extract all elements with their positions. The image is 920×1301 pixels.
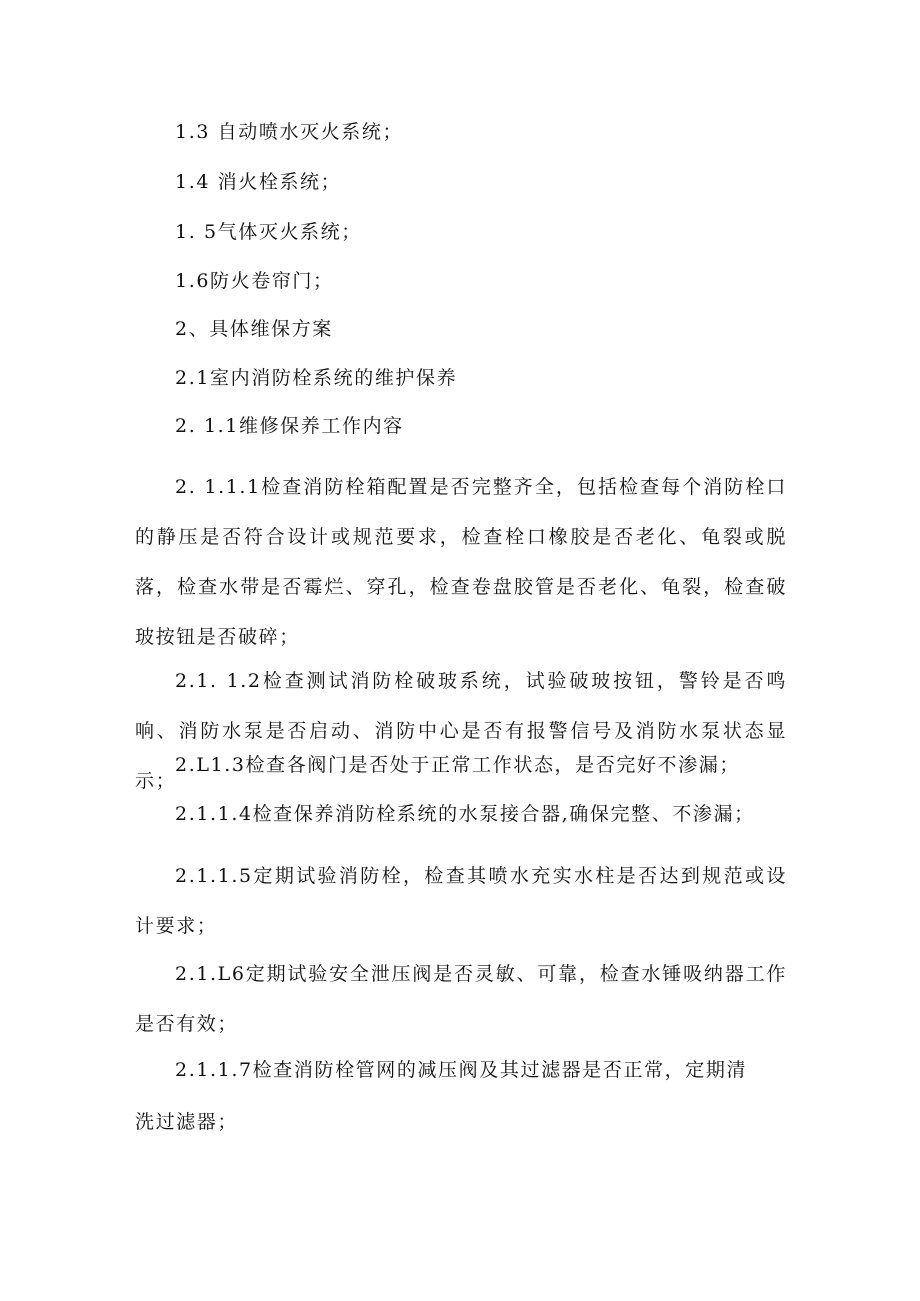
list-item-1-4 (175, 170, 920, 194)
list-item-1-5 (175, 220, 920, 244)
paragraph-text: 2.L1.3检查各阀门是否处于正常工作状态，是否完好不渗漏； (175, 754, 740, 776)
paragraph-text: 1.3 自动喷水灭火系统； (175, 121, 404, 143)
paragraph-text: 2. 1.1维修保养工作内容 (175, 415, 404, 437)
paragraph-text: 1.4 消火栓系统； (175, 171, 342, 193)
paragraph-text: 2. 1.1.1检查消防栓箱配置是否完整齐全，包括检查每个消防栓口的静压是否符合设计或规范要求，检查栓口橡胶是否老化、龟裂或脱落，检查水带是否霉烂、穿孔，检查卷盘胶管是否老化、龟裂，检查破玻按钮是否破碎； (135, 476, 787, 648)
subsection-heading-2-1-1 (175, 414, 920, 438)
paragraph-text: 2.1.1.5定期试验消防栓，检查其喷水充实水柱是否达到规范或设计要求； (135, 865, 787, 937)
paragraph-2-1-1-5 (135, 851, 787, 951)
paragraph-text: 2.1. 1.2检查测试消防栓破玻系统，试验破玻按钮，警铃是否鸣响、消防水泵是否启动、消防中心是否有报警信号及消防水泵状态显示； (135, 670, 787, 792)
paragraph-2-1-1-4 (175, 802, 920, 826)
section-heading-2 (175, 317, 920, 341)
paragraph-text: 2.1.L6定期试验安全泄压阀是否灵敏、可靠，检查水锤吸纳器工作是否有效； (135, 963, 787, 1035)
paragraph-2-1-1-3 (175, 753, 920, 777)
paragraph-text: 1.6防火卷帘门； (175, 270, 334, 292)
paragraph-2-1-1-7-continuation (135, 1110, 920, 1134)
list-item-1-6 (175, 269, 920, 293)
paragraph-text: 2.1.1.4检查保养消防栓系统的水泵接合器,确保完整、不渗漏； (175, 803, 755, 825)
section-heading-2-1 (175, 366, 920, 390)
paragraph-2-1-1-1 (135, 462, 787, 662)
paragraph-2-1-1-6 (135, 949, 787, 1049)
paragraph-text: 2.1室内消防栓系统的维护保养 (175, 367, 458, 389)
list-item-1-3 (175, 120, 920, 144)
paragraph-2-1-1-7 (175, 1058, 920, 1082)
paragraph-2-1-1-2 (135, 656, 787, 806)
paragraph-text: 1. 5气体灭火系统； (175, 221, 362, 243)
paragraph-text: 2.1.1.7检查消防栓管网的减压阀及其过滤器是否正常，定期清 (175, 1059, 748, 1081)
paragraph-text: 洗过滤器； (135, 1111, 239, 1133)
paragraph-text: 2、具体维保方案 (175, 318, 333, 340)
